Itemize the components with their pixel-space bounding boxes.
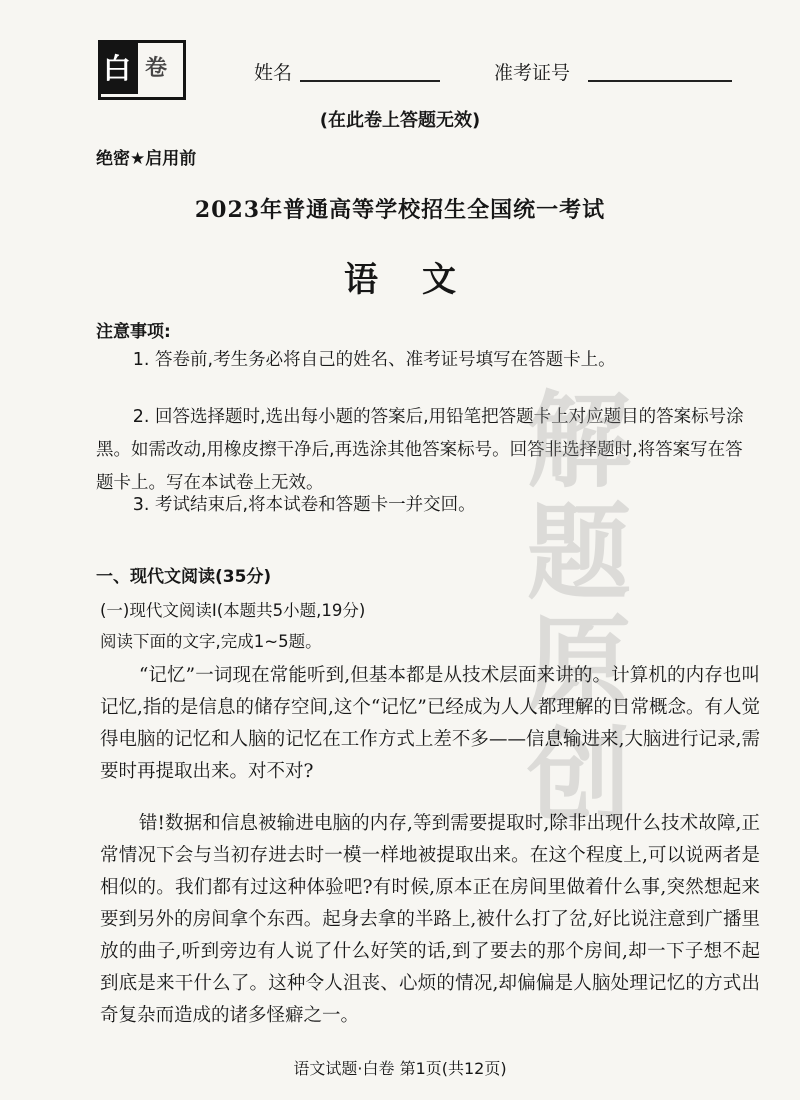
page-footer: 语文试题·白卷 第1页(共12页)	[293, 1059, 507, 1078]
section-title: 一、现代文阅读(35分)	[96, 567, 272, 587]
paper-type-badge	[98, 40, 186, 100]
section-subtitle: (一)现代文阅读Ⅰ(本题共5小题,19分)	[100, 601, 366, 620]
passage-paragraph: “记忆”一词现在常能听到,但基本都是从技术层面来讲的。计算机的内存也叫记忆,指的是信息的储存空间,这个“记忆”已经成为人人都理解的日常概念。有人觉得电脑的记忆和人脑的记忆在工作方式上差不多——信息输进来,大脑进行记录,需要时再提取出来。对不对?	[100, 665, 760, 782]
watermark-char: 创	[526, 716, 631, 838]
name-field-line	[300, 80, 440, 82]
passage-paragraph: 错!数据和信息被输进电脑的内存,等到需要提取时,除非出现什么技术故障,正常情况下会与当初存进去时一模一样地被提取出来。在这个程度上,可以说两者是相似的。我们都有过这种体验吧?有时候,原本正在房间里做着什么事,突然想起来要到另外的房间拿个东西。起身去拿的半路上,被什么打了岔,好比说注意到广播里放的曲子,听到旁边有人说了什么好笑的话,到了要去的那个房间,却一下子想不起到底是来干什么了。这种令人沮丧、心烦的情况,却偏偏是人脑处理记忆的方式出奇复杂而造成的诸多怪癖之一。	[100, 813, 760, 1026]
name-label: 姓名	[254, 62, 293, 84]
invalid-answer-note: (在此卷上答题无效)	[319, 110, 481, 131]
exam-id-label: 准考证号	[494, 62, 571, 84]
subject-title: 语文	[344, 260, 500, 300]
exam-id-field-line	[588, 80, 732, 82]
notice-item-3: 3. 考试结束后,将本试卷和答题卡一并交回。	[132, 495, 476, 515]
notice-item-1: 1. 答卷前,考生务必将自己的姓名、准考证号填写在答题卡上。	[132, 350, 616, 370]
badge-side-text: 卷	[145, 55, 168, 81]
notice-item-2: 2. 回答选择题时,选出每小题的答案后,用铅笔把答题卡上对应题目的答案标号涂黑。如需改动,用橡皮擦干净后,再选涂其他答案标号。回答非选择题时,将答案写在答题卡上。写在本试卷上无效。	[96, 407, 744, 493]
exam-title: 2023年普通高等学校招生全国统一考试	[194, 197, 606, 223]
watermark-char: 原	[526, 604, 631, 726]
confidential-mark: 绝密★启用前	[96, 149, 197, 169]
watermark-char: 题	[526, 492, 631, 614]
notice-heading: 注意事项:	[96, 322, 171, 342]
badge-main-text: 白	[103, 52, 132, 85]
section-instruction: 阅读下面的文字,完成1~5题。	[100, 632, 322, 651]
watermark-char: 解	[526, 380, 631, 502]
